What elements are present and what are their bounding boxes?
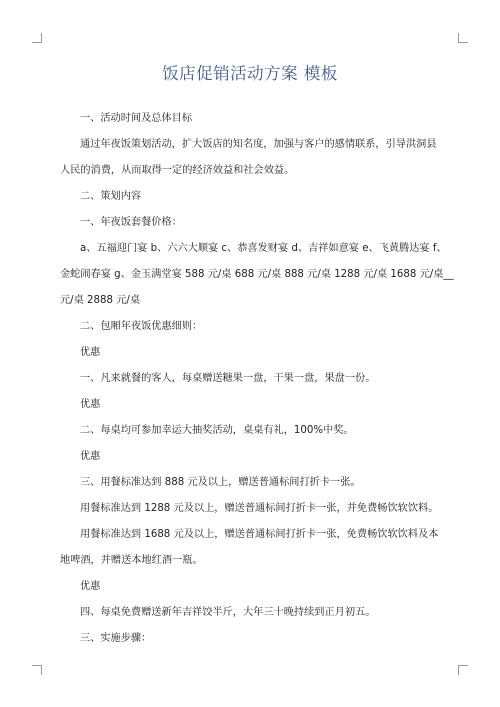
paragraph-line: 二、每桌均可参加幸运大抽奖活动，桌桌有礼，100%中奖。	[80, 425, 354, 436]
document-title: 饭店促销活动方案 模板	[162, 64, 338, 83]
subsection-heading: 一、年夜饭套餐价格：	[80, 217, 182, 228]
paragraph-line: 人民的消费，从而取得一定的经济效益和社会效益。	[60, 165, 295, 176]
paragraph-line: a、五福迎门宴 b、六六大顺宴 c、恭喜发财宴 d、吉祥如意宴 e、飞黄腾达宴 f、	[80, 243, 447, 254]
paragraph-line: 一、凡来就餐的客人，每桌赠送糖果一盘，干果一盘，果盘一份。	[80, 373, 376, 384]
offer-label: 优惠	[80, 347, 101, 358]
crop-mark-bottom-left	[32, 665, 42, 675]
paragraph-line: 金蛇闹春宴 g、金玉满堂宴 588 元/桌 688 元/桌 888 元/桌 1288 元/桌 1688 元/桌__	[60, 269, 454, 280]
paragraph-line: 用餐标准达到 1288 元及以上，赠送普通标间打折卡一张，并免费畅饮软饮料。	[80, 503, 439, 514]
crop-mark-top-left	[32, 33, 42, 43]
offer-label: 优惠	[80, 451, 101, 462]
offer-label: 优惠	[80, 581, 101, 592]
offer-label: 优惠	[80, 399, 101, 410]
section-heading: 一、活动时间及总体目标	[80, 113, 193, 124]
paragraph-line: 四、每桌免费赠送新年吉祥饺半斤，大年三十晚持续到正月初五。	[80, 607, 376, 618]
paragraph-line: 三、用餐标准达到 888 元及以上，赠送普通标间打折卡一张。	[80, 477, 361, 488]
subsection-heading: 二、包厢年夜饭优惠细则：	[80, 321, 203, 332]
crop-mark-top-right	[458, 33, 468, 43]
crop-mark-bottom-right	[458, 665, 468, 675]
paragraph-line: 地啤酒，并赠送本地红酒一瓶。	[60, 555, 203, 566]
section-heading: 三、实施步骤：	[80, 633, 152, 644]
section-heading: 二、策划内容	[80, 191, 142, 202]
paragraph-line: 通过年夜饭策划活动，扩大饭店的知名度，加强与客户的感情联系，引导洪洞县	[80, 139, 437, 150]
paragraph-line: 用餐标准达到 1688 元及以上，赠送普通标间打折卡一张，免费畅饮软饮料及本	[80, 529, 439, 540]
paragraph-line: 元/桌 2888 元/桌	[60, 295, 141, 306]
